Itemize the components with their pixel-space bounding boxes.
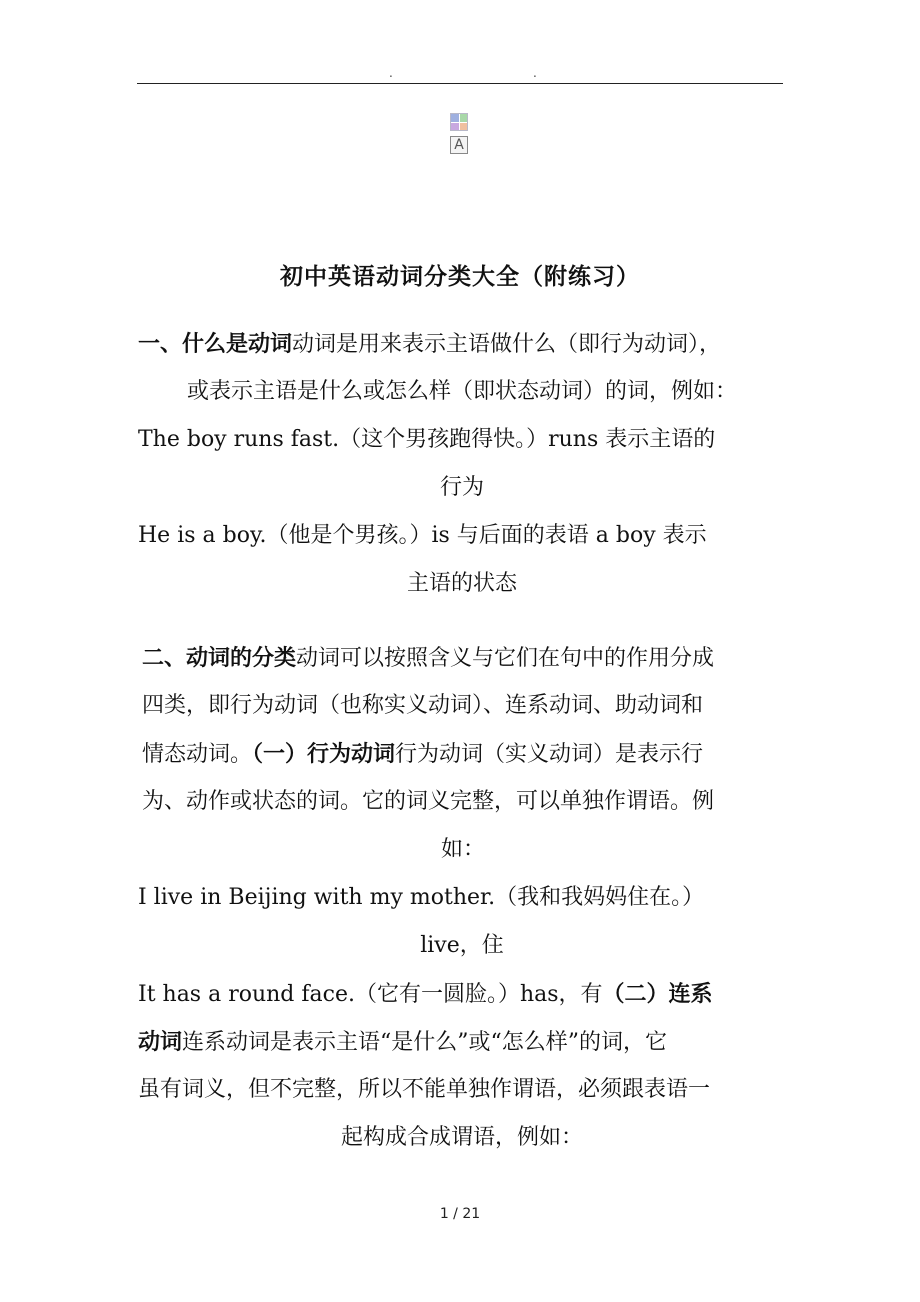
paragraph-text: 情态动词。 — [142, 742, 253, 767]
example-line: He is a boy.（他是个男孩。）is 与后面的表语 a boy 表示 — [138, 523, 707, 548]
paragraph-line: 或表示主语是什么或怎么样（即状态动词）的词，例如： — [186, 379, 737, 404]
section-examples-continued — [138, 874, 786, 1162]
header-dot-right: . — [533, 66, 537, 80]
example-line: I live in Beijing with my mother.（我和我妈妈住在。） — [138, 885, 705, 910]
paragraph-line — [138, 1018, 786, 1066]
section-what-is-verb — [138, 320, 786, 608]
subsection-heading: 动词 — [138, 1029, 183, 1055]
paragraph-line: 起构成合成谓语，例如： — [340, 1125, 583, 1150]
paragraph-text: 连系动词是表示主语“是什么”或“怎么样”的词，它 — [182, 1030, 668, 1055]
example-line — [138, 970, 786, 1018]
letter-a-icon: A — [450, 136, 468, 154]
section-heading: 二、动词的分类 — [142, 645, 297, 671]
embedded-object-icon — [450, 113, 470, 159]
paragraph-line: 四类，即行为动词（也称实义动词）、连系动词、助动词和 — [142, 693, 704, 718]
paragraph-line — [142, 730, 784, 778]
header-rule — [137, 83, 783, 84]
page-number: 1 / 21 — [439, 1206, 481, 1222]
paragraph-text: 动词可以按照含义与它们在句中的作用分成 — [296, 646, 715, 671]
paragraph-text: 行为动词（实义动词）是表示行 — [395, 742, 704, 767]
example-text: It has a round face.（它有一圆脸。）has，有 — [138, 982, 603, 1007]
example-line: 主语的状态 — [406, 571, 517, 596]
paragraph-text: 动词是用来表示主语做什么（即行为动词）， — [292, 332, 722, 357]
section-verb-classification — [142, 634, 784, 874]
paragraph-line: 虽有词义，但不完整，所以不能单独作谓语，必须跟表语一 — [138, 1077, 711, 1102]
color-grid-icon — [450, 113, 468, 131]
example-line: The boy runs fast.（这个男孩跑得快。）runs 表示主语的 — [138, 427, 716, 452]
page-header — [137, 66, 783, 80]
paragraph-line — [138, 320, 786, 368]
document-title: 初中英语动词分类大全（附练习） — [280, 263, 640, 290]
example-line: 行为 — [439, 475, 484, 500]
paragraph-line: 为、动作或状态的词。它的词义完整，可以单独作谓语。例 — [142, 789, 715, 814]
section-heading: 一、什么是动词 — [138, 331, 293, 357]
header-dot-left: . — [389, 66, 393, 80]
subsection-heading: （二）连系 — [602, 981, 713, 1007]
paragraph-line — [142, 634, 784, 682]
subsection-heading: （一）行为动词 — [252, 741, 396, 767]
paragraph-line: 如： — [440, 837, 485, 862]
example-line: live，住 — [420, 933, 504, 958]
